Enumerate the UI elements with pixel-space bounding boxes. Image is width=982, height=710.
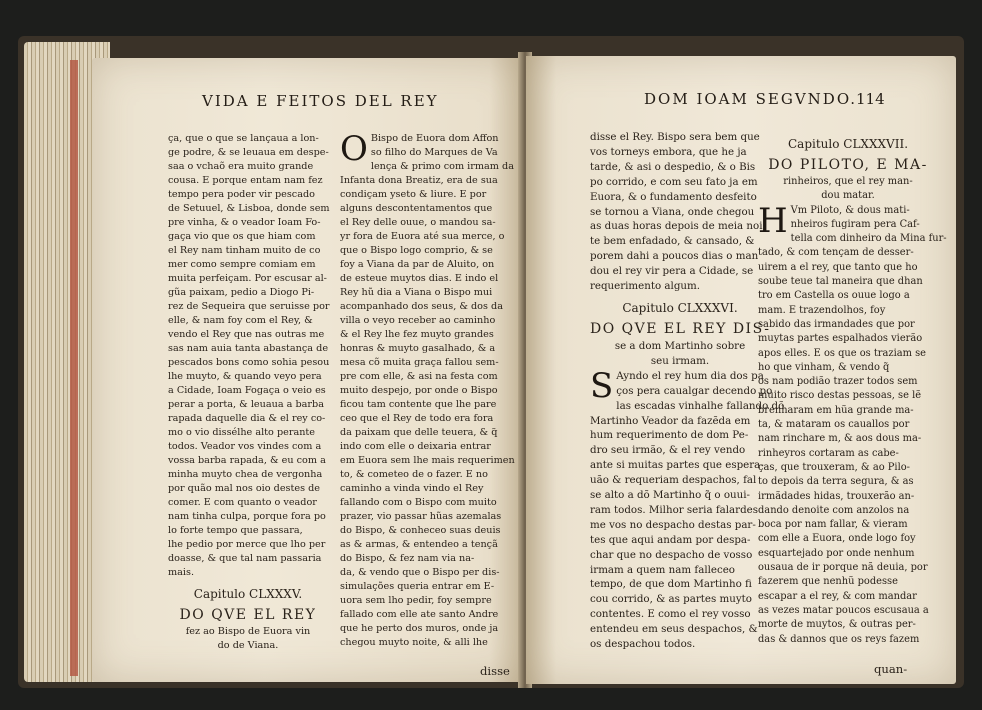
text-line: mam. E trazendolhos, foy <box>758 304 886 316</box>
chapter-subtitle: do de Viana. <box>217 640 279 651</box>
text-line: perar a porta, & leuaua a barba <box>168 399 324 410</box>
text-line: de esteue muytos dias. E indo el <box>340 273 499 284</box>
text-line: tella com dinheiro da Mina fur- <box>790 233 947 245</box>
text-line: as duas horas depois de meia noi <box>590 220 763 233</box>
text-line: minha muyto chea de vergonha <box>168 469 323 480</box>
right-column-2 <box>758 130 947 647</box>
text-line: dando denoite com anzolos na <box>758 504 910 516</box>
text-line: tempo, de que dom Martinho fi <box>590 578 752 591</box>
text-line: apos elles. E os que os traziam se <box>758 347 926 359</box>
text-line: por quão mal nos oio destes de <box>168 483 321 494</box>
red-page-edge <box>70 60 78 676</box>
opening-paragraph <box>590 365 785 414</box>
text-line: a Cidade, Ioam Fogaça o veio es <box>168 385 326 396</box>
drop-initial: S <box>590 365 614 406</box>
text-line: to, & cometeo de o fazer. E no <box>340 469 488 480</box>
text-line: pre vinha, & o veador Ioam Fo- <box>168 217 321 228</box>
text-line: ficou tam contente que lhe pare <box>340 399 497 410</box>
text-line: as vezes matar poucos escusaua a <box>758 604 929 616</box>
text-line: que he perto dos muros, onde ja <box>340 623 499 634</box>
text-line: irmãdades hidas, trouxerão an- <box>758 490 915 502</box>
text-line: gũa paixam, pedio a Diogo Pi- <box>168 287 315 298</box>
text-line: pre com elle, & asi na festa com <box>340 371 498 382</box>
text-line: caminho a vinda vindo el Rey <box>340 483 484 494</box>
text-line: uirem a el rey, que tanto que ho <box>758 261 918 273</box>
text-line: os nam podião trazer todos sem <box>758 376 918 388</box>
text-line: muita perfeiçam. Por escusar al- <box>168 273 327 284</box>
text-line: so filho do Marques de Va <box>370 147 498 158</box>
text-line: gaça vio que os que hiam com <box>168 231 316 242</box>
chapter-title: DO QVE EL REY DIS- <box>590 320 771 337</box>
text-line: contentes. E como el rey vosso <box>590 608 751 621</box>
text-line: se tornou a Viana, onde chegou <box>590 205 755 218</box>
text-line: po corrido, e com seu fato ja em <box>590 175 758 188</box>
text-line: muito risco destas pessoas, se lẽ <box>758 390 922 402</box>
right-running-head: DOM IOAM SEGVNDO. <box>644 90 858 108</box>
left-column-1 <box>168 132 328 653</box>
text-line: me vos no despacho destas par- <box>590 518 756 531</box>
text-line: el Rey delle ouue, o mandou sa- <box>340 217 496 228</box>
chapter-subtitle: seu irmam. <box>650 354 710 367</box>
text-line: dou el rey vir pera a Cidade, se <box>590 265 754 278</box>
text-line: ge podre, & se leuaua em despe- <box>168 147 329 158</box>
text-line: ças, que trouxeram, & ao Pilo- <box>758 461 910 473</box>
text-line: te bem enfadado, & cansado, & <box>590 235 755 248</box>
text-line: boca por nam fallar, & vieram <box>758 519 908 531</box>
text-line: tro em Castella os ouue logo a <box>758 290 910 302</box>
text-line: lhe muyto, & quando veyo pera <box>168 371 322 382</box>
text-line: honras & muyto gasalhado, & a <box>340 343 496 354</box>
text-line: to depois da terra segura, & as <box>758 476 914 488</box>
folio-number: 114 <box>856 90 885 108</box>
text-line: rinheyros cortaram as cabe- <box>758 447 899 459</box>
text-line: sas nam auia tanta abastança de <box>168 343 329 354</box>
text-line: soube teue tal maneira que dhan <box>758 276 923 288</box>
text-line: & el Rey lhe fez muyto grandes <box>340 329 494 340</box>
text-line: Rey hũ dia a Viana o Bispo mui <box>340 287 493 298</box>
text-line: alguns descontentamentos que <box>340 203 493 214</box>
text-line: do Bispo, & fez nam via na- <box>340 553 475 564</box>
text-line: nam rinchare m, & aos dous ma- <box>758 433 922 445</box>
text-line: fallando com o Bispo com muito <box>340 497 497 508</box>
text-line: el Rey nam tinham muito de co <box>168 245 321 256</box>
text-line: irmam a quem nam falleceo <box>590 563 735 576</box>
text-line: ram todos. Milhor seria falardes <box>590 503 758 516</box>
text-line: vendo el Rey que nas outras me <box>168 329 325 340</box>
text-line: da, & vendo que o Bispo per dis- <box>340 567 500 578</box>
text-line: char que no despacho de vosso <box>590 548 753 561</box>
text-line: Martinho Veador da fazẽda em <box>590 414 751 427</box>
text-line: lo forte tempo que passara, <box>168 525 303 536</box>
text-line: de Setuuel, & Lisboa, donde sem <box>168 203 330 214</box>
text-line: foy a Viana da par de Aluito, on <box>340 259 495 270</box>
text-line: entendeu em seus despachos, & <box>590 623 758 636</box>
text-line: rez de Sequeira que seruisse por <box>168 301 330 312</box>
text-line: todos. Veador vos vindes com a <box>168 441 322 452</box>
left-running-head: VIDA E FEITOS DEL REY <box>202 92 439 110</box>
text-line: ho que vinham, & vendo q̃ <box>758 361 890 373</box>
text-line: ceo que el Rey de todo era fora <box>340 413 494 424</box>
left-page <box>92 58 524 682</box>
text-line: disse el Rey. Bispo sera bem que <box>590 131 760 143</box>
text-line: pescados bons como sohia pesou <box>168 357 330 368</box>
text-line: mer como sempre comiam em <box>168 259 316 270</box>
text-line: Infanta dona Breatiz, era de sua <box>340 175 498 186</box>
text-line: doasse, & que tal nam passaria <box>168 553 322 564</box>
chapter-subtitle: rinheiros, que el rey man- <box>783 176 913 187</box>
chapter-title: DO QVE EL REY <box>179 607 317 623</box>
drop-initial: H <box>758 200 788 241</box>
text-line: Euora, & o fundamento desfeito <box>590 190 757 203</box>
left-catchword: disse <box>480 664 510 678</box>
text-line: fallado com elle ate santo Andre <box>340 609 499 620</box>
opening-paragraph <box>340 129 514 174</box>
text-line: simulações queria entrar em E- <box>340 581 495 592</box>
right-column-1 <box>590 130 785 652</box>
text-line: escapar a el rey, & com mandar <box>758 590 917 602</box>
text-line: Ayndo el rey hum dia dos pa <box>616 369 764 382</box>
text-line: nam tinha culpa, porque fora po <box>168 511 326 522</box>
chapter-number: Capitulo CLXXXVII. <box>787 137 909 151</box>
text-line: requerimento algum. <box>590 280 701 293</box>
text-line: vos torneys embora, que he ja <box>590 145 747 158</box>
text-line: nheiros fugiram pera Caf- <box>790 218 920 230</box>
drop-initial: O <box>340 129 368 169</box>
text-line: tes que aqui andam por despa- <box>590 533 751 546</box>
text-line: saa o vchaõ era muito grande <box>168 161 314 172</box>
text-line: cou corrido, & as partes muyto <box>590 593 752 606</box>
text-line: mo o vio dissélhe alto perante <box>168 427 316 438</box>
text-line: ta, & mataram os cauallos por <box>758 419 910 431</box>
opening-paragraph <box>758 200 947 247</box>
text-line: em Euora sem lhe mais requerimen <box>340 455 515 466</box>
text-line: ços pera caualgar decendo po <box>616 384 773 397</box>
text-line: fazerem que nenhũ podesse <box>758 576 898 588</box>
text-line: villa o veyo receber ao caminho <box>340 315 496 326</box>
text-line: las escadas vinhalhe fallando dõ <box>616 399 785 412</box>
text-line: brenharam em hũa grande ma- <box>758 404 914 416</box>
text-line: as & armas, & entendeo a tençã <box>340 539 498 550</box>
text-line: porem dahi a poucos dias o man <box>590 250 759 263</box>
text-line: que o Bispo logo comprio, & se <box>340 245 493 256</box>
chapter-subtitle: se a dom Martinho sobre <box>614 339 746 352</box>
text-line: lhe pedio por merce que lho per <box>168 539 326 550</box>
text-line: indo com elle o deixaria entrar <box>340 441 491 452</box>
text-line: se alto a dõ Martinho q̃ o ouui- <box>590 489 751 502</box>
text-line: prazer, vio passar hũas azemalas <box>340 511 502 522</box>
text-line: yr fora de Euora até sua merce, o <box>340 231 505 242</box>
text-line: cousa. E porque entam nam fez <box>168 175 323 186</box>
chapter-subtitle: dou matar. <box>821 190 875 202</box>
text-line: morte de muytos, & outras per- <box>758 619 916 631</box>
chapter-subtitle: fez ao Bispo de Euora vin <box>185 626 311 637</box>
text-line: tado, & com tençam de desser- <box>758 247 914 259</box>
open-book <box>18 32 966 688</box>
text-line: os despachou todos. <box>590 638 696 651</box>
text-line: uora sem lho pedir, foy sempre <box>340 595 492 606</box>
text-line: acompanhado dos seus, & dos da <box>340 301 503 312</box>
text-line: muito despejo, por onde o Bispo <box>340 385 498 396</box>
text-line: esquartejado por onde nenhum <box>758 547 915 559</box>
chapter-number: Capitulo CLXXXVI. <box>622 300 738 315</box>
text-line: ousaua de ir porque nã deuia, por <box>758 562 928 574</box>
text-line: tarde, & asi o despedio, & o Bis <box>590 160 756 173</box>
text-line: tempo pera poder vir pescado <box>168 189 315 200</box>
text-line: muytas partes espalhados vierão <box>758 333 923 345</box>
text-line: com elle a Euora, onde logo foy <box>758 533 916 545</box>
text-line: comer. E com quanto o veador <box>168 497 317 508</box>
text-line: hum requerimento de dom Pe- <box>590 429 749 442</box>
text-line: da paixam que delle teuera, & q̃ <box>340 427 498 438</box>
text-line: lença & primo com irmam da <box>370 161 514 172</box>
right-page <box>526 56 956 684</box>
text-line: do Bispo, & conheceo suas deuis <box>340 525 501 536</box>
text-line: Bispo de Euora dom Affon <box>370 133 499 144</box>
chapter-number: Capitulo CLXXXV. <box>193 587 303 601</box>
text-line: elle, & nam foy com el Rey, & <box>168 315 313 326</box>
chapter-title: DO PILOTO, E MA- <box>768 157 928 173</box>
left-column-2 <box>340 129 515 650</box>
text-line: vossa barba rapada, & eu com a <box>168 455 326 466</box>
text-line: sabido das irmandades que por <box>758 318 915 330</box>
text-line: mesa cõ muita graça fallou sem- <box>340 357 499 368</box>
text-line: Vm Piloto, & dous mati- <box>790 204 910 216</box>
text-line: rapada daquelle dia & el rey co- <box>168 413 326 424</box>
text-line: chegou muyto noite, & alli lhe <box>340 637 488 648</box>
text-line: dro seu irmão, & el rey vendo <box>590 444 746 457</box>
text-line: das & dannos que os reys fazem <box>758 633 920 645</box>
text-line: ante si muitas partes que espera- <box>590 459 764 472</box>
right-catchword: quan- <box>874 662 908 676</box>
text-line: mais. <box>168 567 195 578</box>
text-line: condiçam yseto & liure. E por <box>340 189 487 200</box>
text-line: uão & requeriam despachos, fal <box>590 474 757 487</box>
text-line: ça, que o que se lançaua a lon- <box>168 133 319 144</box>
